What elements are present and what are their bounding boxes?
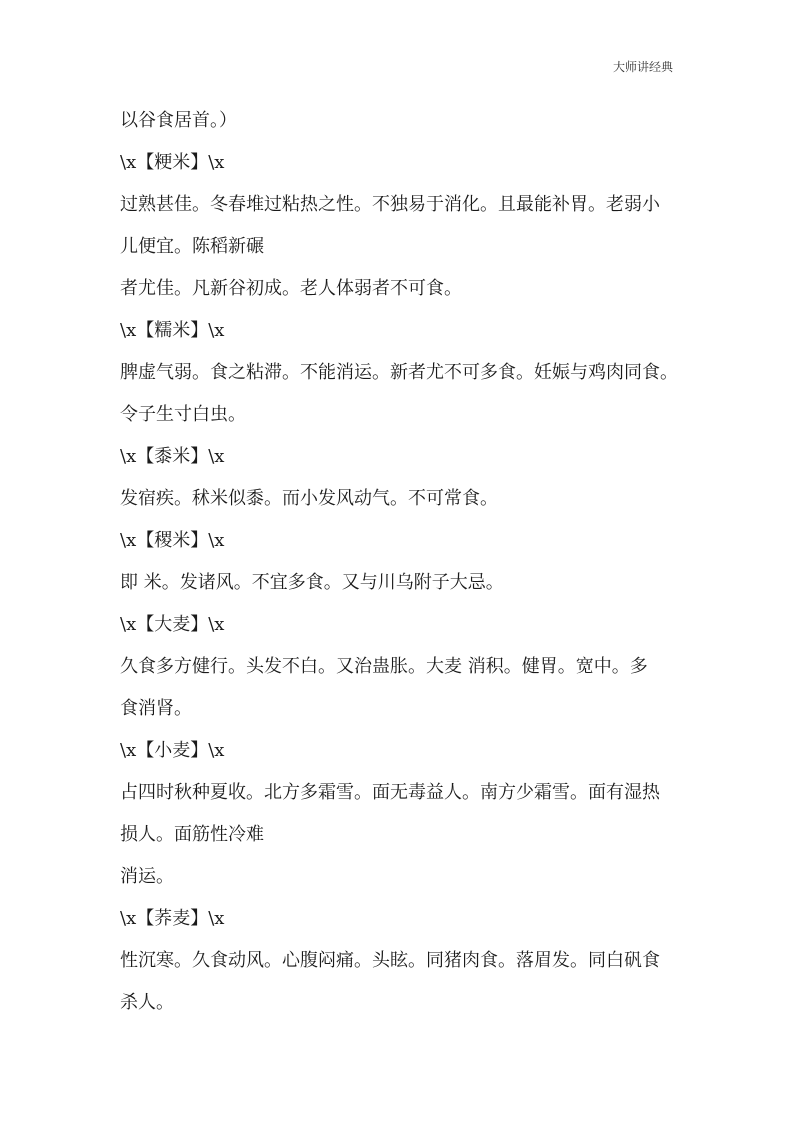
text-line: 性沉寒。久食动风。心腹闷痛。头眩。同猪肉食。落眉发。同白矾食 — [120, 950, 660, 971]
text-line: 久食多方健行。头发不白。又治蛊胀。大麦 消积。健胃。宽中。多 — [120, 656, 648, 677]
text-line: 杀人。 — [120, 992, 174, 1013]
text-line: 以谷食居首。） — [120, 110, 237, 131]
text-line: 占四时秋种夏收。北方多霜雪。面无毒益人。南方少霜雪。面有湿热 — [120, 782, 660, 803]
entry-heading: \x【大麦】\x — [120, 614, 225, 635]
text-line: 令子生寸白虫。 — [120, 404, 246, 425]
entry-heading: \x【荞麦】\x — [120, 908, 225, 929]
text-line: 过熟甚佳。冬春堆过粘热之性。不独易于消化。且最能补胃。老弱小 — [120, 194, 660, 215]
page-header-title: 大师讲经典 — [612, 60, 673, 74]
text-line: 儿便宜。陈稻新碾 — [120, 236, 264, 257]
entry-heading: \x【小麦】\x — [120, 740, 225, 761]
text-line: 损人。面筋性冷难 — [120, 824, 264, 845]
text-line: 食消肾。 — [120, 698, 192, 719]
text-line: 脾虚气弱。食之粘滞。不能消运。新者尤不可多食。妊娠与鸡肉同食。 — [120, 362, 678, 383]
entry-heading: \x【粳米】\x — [120, 152, 225, 173]
text-line: 即 米。发诸风。不宜多食。又与川乌附子大忌。 — [120, 572, 504, 593]
document-body — [120, 100, 680, 1024]
entry-heading: \x【稷米】\x — [120, 530, 225, 551]
text-line: 消运。 — [120, 866, 174, 887]
text-line: 者尤佳。凡新谷初成。老人体弱者不可食。 — [120, 278, 462, 299]
entry-heading: \x【黍米】\x — [120, 446, 225, 467]
entry-heading: \x【糯米】\x — [120, 320, 225, 341]
text-line: 发宿疾。秫米似黍。而小发风动气。不可常食。 — [120, 488, 498, 509]
